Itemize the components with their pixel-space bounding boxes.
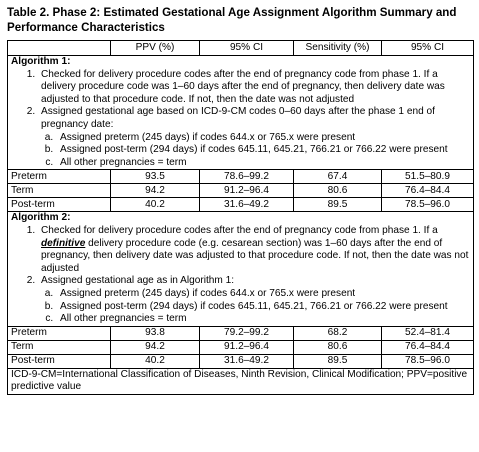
sensitivity-ci-value: 76.4–84.4 <box>382 340 474 354</box>
sensitivity-ci-value: 51.5–80.9 <box>382 170 474 184</box>
sensitivity-ci-value: 78.5–96.0 <box>382 198 474 212</box>
ppv-value: 40.2 <box>111 354 200 368</box>
ppv-ci-value: 31.6–49.2 <box>200 354 294 368</box>
ppv-value: 93.8 <box>111 326 200 340</box>
row-label: Term <box>8 184 111 198</box>
ppv-value: 40.2 <box>111 198 200 212</box>
footnote: ICD-9-CM=International Classification of Diseases, Ninth Revision, Clinical Modification; PPV=positive predictive value <box>8 368 474 394</box>
header-ci: 95% CI <box>200 41 294 56</box>
algorithm-2-step-2: 2. Assigned gestational age as in Algorithm 1: a. Assigned preterm (245 days) if codes 644.x or 765.x were present b. Assigned post-term (294 days) if codes 645.11, 645.21, 766.21 or 766.22 were present c. All other pregnancies = term <box>38 275 470 325</box>
sensitivity-value: 68.2 <box>294 326 382 340</box>
sensitivity-value: 89.5 <box>294 198 382 212</box>
algorithm-1-description-row <box>8 56 474 170</box>
header-ppv: PPV (%) <box>111 41 200 56</box>
header-row <box>8 41 474 56</box>
table-row <box>8 184 474 198</box>
table-row <box>8 326 474 340</box>
sensitivity-ci-value: 78.5–96.0 <box>382 354 474 368</box>
table-row <box>8 340 474 354</box>
row-label: Post-term <box>8 198 111 212</box>
algorithm-2-description-row <box>8 212 474 326</box>
algorithm-2-substeps <box>41 288 470 326</box>
ppv-ci-value: 31.6–49.2 <box>200 198 294 212</box>
algorithm-1-title: Algorithm 1: <box>11 56 71 67</box>
ppv-value: 93.5 <box>111 170 200 184</box>
algorithm-1-description <box>8 56 474 170</box>
ppv-ci-value: 91.2–96.4 <box>200 184 294 198</box>
algorithm-2-step-2c: c. All other pregnancies = term <box>56 313 470 326</box>
algorithm-1-step-2b: b. Assigned post-term (294 days) if codes 645.11, 645.21, 766.21 or 766.22 were present <box>56 144 470 157</box>
algorithm-table <box>7 40 474 395</box>
sensitivity-value: 80.6 <box>294 340 382 354</box>
algorithm-2-description <box>8 212 474 326</box>
ppv-value: 94.2 <box>111 184 200 198</box>
sensitivity-value: 67.4 <box>294 170 382 184</box>
algorithm-1-step-2: 2. Assigned gestational age based on ICD-9-CM codes 0–60 days after the phase 1 end of pregnancy date: a. Assigned preterm (245 days) if codes 644.x or 765.x were present b. Assigned post-term (294 days) if codes 645.11, 645.21, 766.21 or 766.22 were present c. All other pregnancies = term <box>38 106 470 169</box>
row-label: Preterm <box>8 170 111 184</box>
ppv-value: 94.2 <box>111 340 200 354</box>
table-row <box>8 170 474 184</box>
algorithm-1-step-2c: c. All other pregnancies = term <box>56 157 470 170</box>
header-cell-blank <box>8 41 111 56</box>
sensitivity-ci-value: 76.4–84.4 <box>382 184 474 198</box>
table-row <box>8 198 474 212</box>
table-row <box>8 354 474 368</box>
algorithm-2-steps <box>11 225 470 326</box>
algorithm-2-step-1: 1. Checked for delivery procedure codes after the end of pregnancy code from phase 1. If a definitive delivery procedure code (e.g. cesarean section) was 1–60 days after the end of pregnancy, then delivery date was adjusted to that procedure code. If not, then the date was not adjusted <box>38 225 470 275</box>
header-ci: 95% CI <box>382 41 474 56</box>
sensitivity-value: 89.5 <box>294 354 382 368</box>
row-label: Post-term <box>8 354 111 368</box>
algorithm-2-step-2a: a. Assigned preterm (245 days) if codes 644.x or 765.x were present <box>56 288 470 301</box>
algorithm-1-step-2a: a. Assigned preterm (245 days) if codes 644.x or 765.x were present <box>56 132 470 145</box>
header-sensitivity: Sensitivity (%) <box>294 41 382 56</box>
algorithm-1-step-1: 1. Checked for delivery procedure codes after the end of pregnancy code from phase 1. If a delivery procedure code was 1–60 days after the end of pregnancy, then delivery date was adjusted to that procedure code. If not, then the date was not adjusted <box>38 69 470 107</box>
row-label: Term <box>8 340 111 354</box>
algorithm-1-steps <box>11 69 470 170</box>
algorithm-1-substeps <box>41 132 470 170</box>
row-label: Preterm <box>8 326 111 340</box>
ppv-ci-value: 91.2–96.4 <box>200 340 294 354</box>
table-title: Table 2. Phase 2: Estimated Gestational Age Assignment Algorithm Summary and Performance Characteristics <box>7 6 457 34</box>
ppv-ci-value: 79.2–99.2 <box>200 326 294 340</box>
algorithm-2-title: Algorithm 2: <box>11 212 71 224</box>
footnote-row <box>8 368 474 394</box>
definitive-emphasis: definitive <box>41 237 86 249</box>
sensitivity-value: 80.6 <box>294 184 382 198</box>
algorithm-2-step-2b: b. Assigned post-term (294 days) if codes 645.11, 645.21, 766.21 or 766.22 were present <box>56 301 470 314</box>
sensitivity-ci-value: 52.4–81.4 <box>382 326 474 340</box>
ppv-ci-value: 78.6–99.2 <box>200 170 294 184</box>
